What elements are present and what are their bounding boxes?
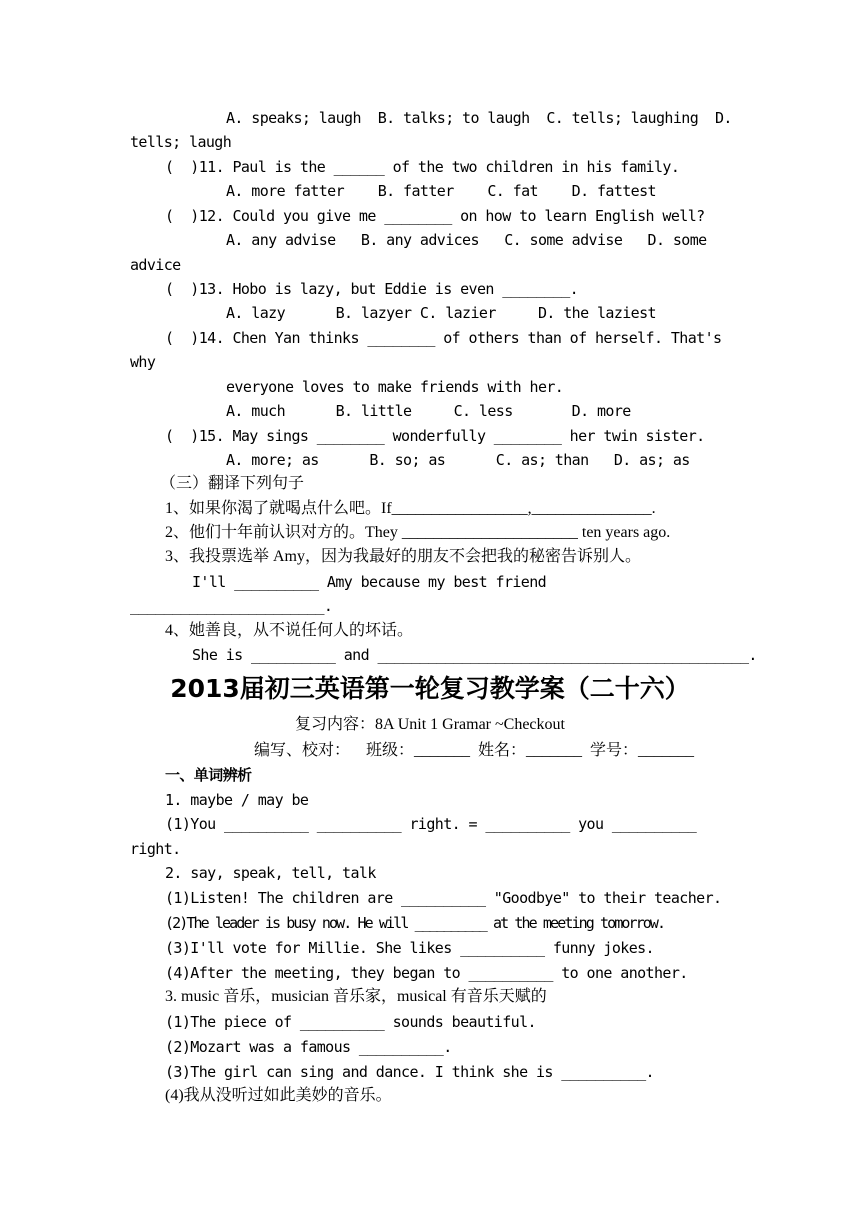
line-options-10-wrap: tells; laugh [130, 133, 232, 151]
vocab-3-q2: (2)Mozart was a famous __________. [165, 1038, 452, 1056]
vocab-2-title: 2. say, speak, tell, talk [165, 864, 376, 882]
author-info-line: 编写、校对： 班级：_______ 姓名：_______ 学号：_______ [254, 742, 695, 759]
translate-3-answer-wrap: _______________________. [130, 597, 333, 615]
question-14: ( )14. Chen Yan thinks ________ of others than of herself. That's [165, 329, 722, 347]
options-12: A. any advise B. any advices C. some advise D. some [226, 231, 707, 249]
translate-4: 4、她善良，从不说任何人的坏话。 [165, 622, 414, 639]
vocab-2-q2: (2)The leader is busy now. He will __________ at the meeting tomorrow. [165, 914, 665, 932]
vocab-1-q1: (1)You __________ __________ right. = __________ you __________ [165, 815, 697, 833]
translate-4-answer: She is __________ and ____________________________________________. [192, 646, 757, 664]
options-15: A. more; as B. so; as C. as; than D. as; as [226, 451, 690, 469]
question-11: ( )11. Paul is the ______ of the two children in his family. [165, 158, 680, 176]
question-14-wrap: why [130, 353, 156, 371]
vocab-1-q1-wrap: right. [130, 840, 181, 858]
question-12: ( )12. Could you give me ________ on how to learn English well? [165, 207, 705, 225]
translate-1: 1、如果你渴了就喝点什么吧。If_________________,_______________. [165, 500, 656, 517]
vocab-1-title: 1. maybe / may be [165, 791, 309, 809]
question-13: ( )13. Hobo is lazy, but Eddie is even ________. [165, 280, 579, 298]
vocab-2-q3: (3)I'll vote for Millie. She likes __________ funny jokes. [165, 939, 654, 957]
options-11: A. more fatter B. fatter C. fat D. fattest [226, 182, 656, 200]
vocab-3-title: 3. music 音乐，musician 音乐家，musical 有音乐天赋的 [165, 988, 547, 1005]
line-options-10: A. speaks; laugh B. talks; to laugh C. tells; laughing D. [226, 109, 732, 127]
section-translate-heading: （三）翻译下列句子 [160, 475, 305, 492]
options-13: A. lazy B. lazyer C. lazier D. the laziest [226, 304, 656, 322]
question-15: ( )15. May sings ________ wonderfully ________ her twin sister. [165, 427, 705, 445]
options-12-wrap: advice [130, 256, 181, 274]
options-14: A. much B. little C. less D. more [226, 402, 631, 420]
vocab-2-q4: (4)After the meeting, they began to __________ to one another. [165, 964, 688, 982]
section-vocab-heading: 一、单词辨析 [165, 766, 252, 784]
translate-3-answer: I'll __________ Amy because my best friend [192, 573, 547, 591]
vocab-2-q1: (1)Listen! The children are __________ "Goodbye" to their teacher. [165, 889, 722, 907]
vocab-3-q3: (3)The girl can sing and dance. I think she is __________. [165, 1063, 654, 1081]
vocab-3-q1: (1)The piece of __________ sounds beautiful. [165, 1013, 536, 1031]
page-title: 2013届初三英语第一轮复习教学案（二十六） [170, 674, 690, 703]
question-14-cont: everyone loves to make friends with her. [226, 378, 564, 396]
translate-3: 3、我投票选举 Amy，因为我最好的朋友不会把我的秘密告诉别人。 [165, 548, 642, 565]
vocab-3-q4: (4)我从没听过如此美妙的音乐。 [165, 1087, 392, 1104]
translate-2: 2、他们十年前认识对方的。They ______________________ ten years ago. [165, 524, 671, 541]
review-content: 复习内容：8A Unit 1 Gramar ~Checkout [295, 716, 565, 733]
